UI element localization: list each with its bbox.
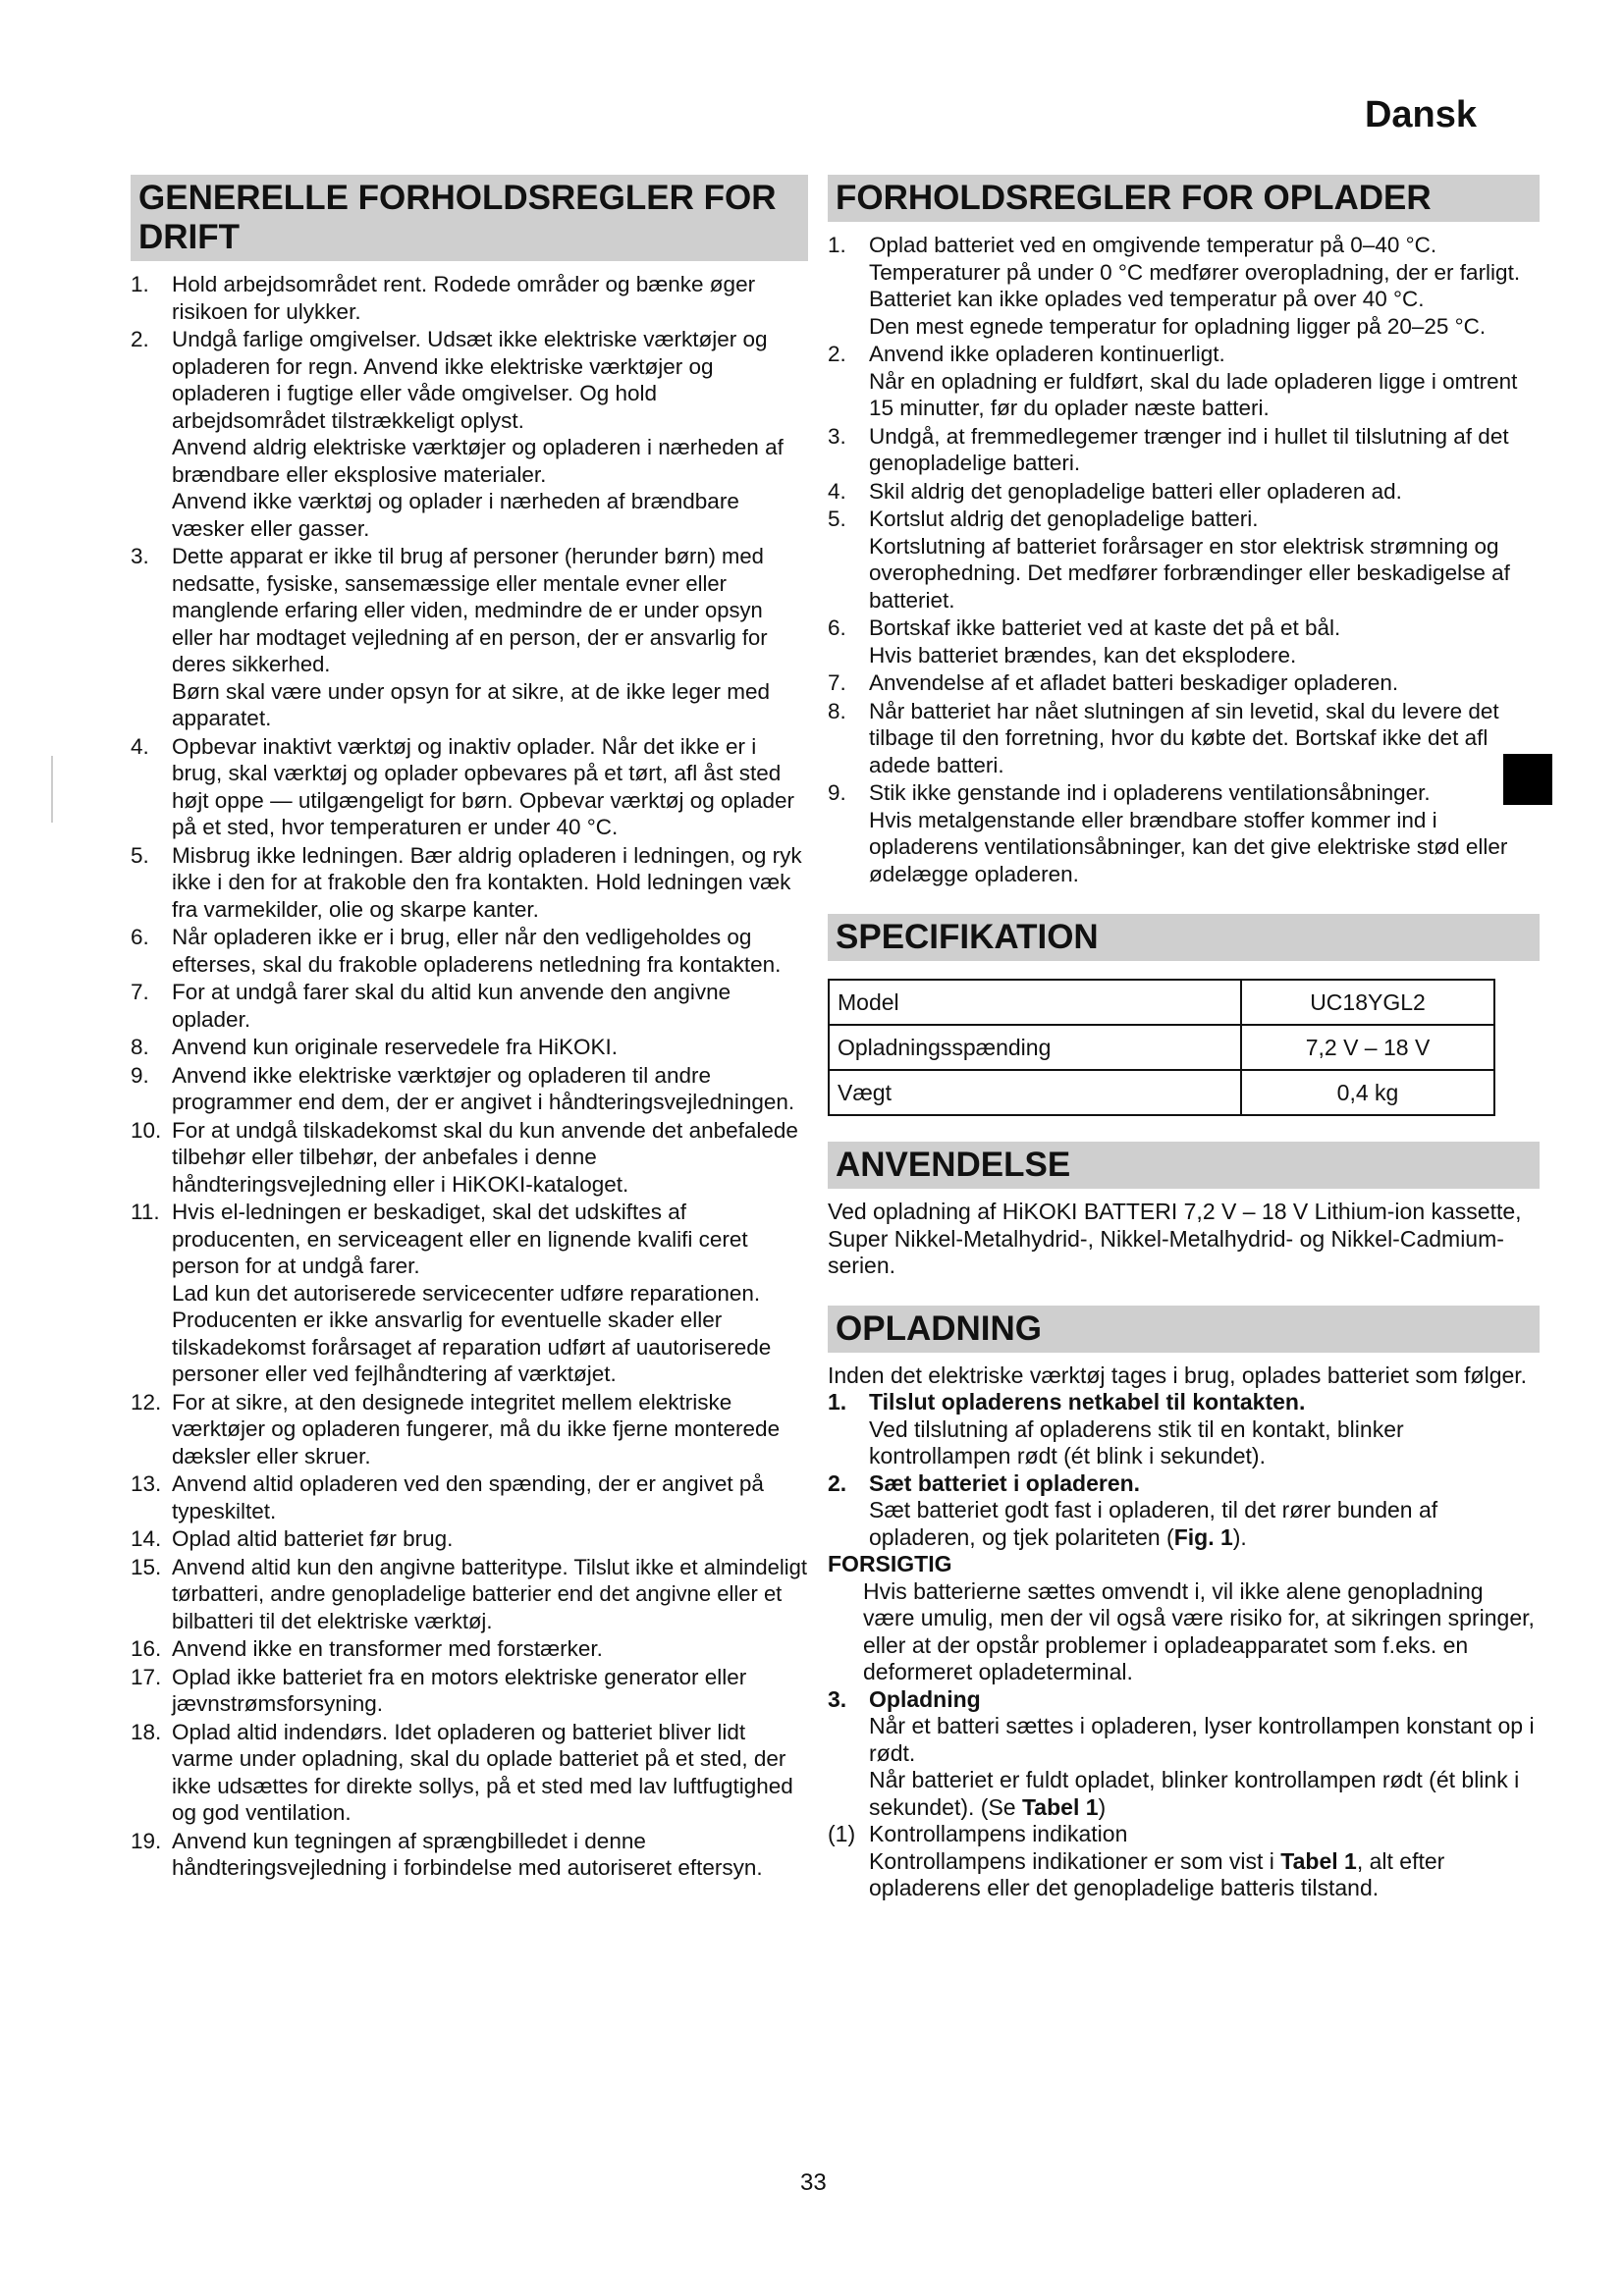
- step-text: [869, 1497, 1437, 1550]
- application-text: Ved opladning af HiKOKI BATTERI 7,2 V – 18 V Lithium-ion kassette, Super Nikkel-Metalhydrid-, Nikkel-Metalhydrid- og Nikkel-Cadmium-serien.: [828, 1199, 1522, 1278]
- item-text: Hvis el-ledningen er beskadiget, skal det udskiftes af producenten, en serviceagent eller en lignende kvalifi ceret person for at undgå farer.: [172, 1200, 748, 1278]
- step-number: 2.: [828, 1469, 847, 1496]
- item-extra-text: Kortslutning af batteriet forårsager en stor elektrisk strømning og overophedning. Det medfører forbrændinger eller beskadigelse af batteriet.: [869, 533, 1510, 613]
- list-item: [828, 614, 1540, 668]
- charging-steps-cont: [828, 1686, 1540, 1902]
- item-text: Anvend kun originale reservedele fra HiKOKI.: [172, 1035, 618, 1059]
- spec-value: 0,4 kg: [1241, 1070, 1494, 1115]
- item-text: Undgå, at fremmedlegemer trænger ind i hullet til tilslutning af det genopladelige batteri.: [869, 423, 1509, 475]
- item-text: Hold arbejdsområdet rent. Rodede områder og bænke øger risikoen for ulykker.: [172, 272, 756, 324]
- right-column: [828, 175, 1540, 1902]
- item-text: Anvend ikke elektriske værktøjer og opladeren til andre programmer end dem, der er angivet i håndteringsvejledningen.: [172, 1062, 795, 1114]
- list-item: [828, 423, 1540, 477]
- item-text: Bortskaf ikke batteriet ved at kaste det på et bål.: [869, 615, 1341, 640]
- list-item: [131, 979, 808, 1033]
- substep-title: Kontrollampens indikation: [869, 1821, 1128, 1846]
- item-text: Stik ikke genstande ind i opladerens ventilationsåbninger.: [869, 780, 1431, 805]
- item-number: 15.: [131, 1554, 162, 1579]
- charger-precautions-list: [828, 232, 1540, 887]
- step-title: Sæt batteriet i opladeren.: [869, 1469, 1141, 1496]
- list-item: [828, 669, 1540, 697]
- item-number: 16.: [131, 1636, 162, 1661]
- item-number: 5.: [828, 507, 846, 531]
- list-item: [131, 1635, 808, 1663]
- spec-label: Opladningsspænding: [829, 1025, 1241, 1070]
- table-reference: Tabel 1: [1021, 1793, 1099, 1820]
- item-text: Anvend ikke opladeren kontinuerligt.: [869, 342, 1225, 366]
- item-number: 18.: [131, 1719, 162, 1744]
- item-number: 9.: [131, 1062, 149, 1088]
- step-text-part: ).: [1232, 1523, 1247, 1550]
- application-heading: ANVENDELSE: [828, 1142, 1540, 1189]
- list-item: [131, 1389, 808, 1470]
- list-item: [131, 1117, 808, 1199]
- specification-table: [828, 979, 1495, 1116]
- item-text: For at sikre, at den designede integritet mellem elektriske værktøjer og opladeren fungerer, må du ikke fjerne monterede dæksler eller skruer.: [172, 1389, 781, 1468]
- item-text: Dette apparat er ikke til brug af personer (herunder børn) med nedsatte, fysiske, sansemæssige eller mentale evner eller manglende erfaring eller viden, medmindre de er under opsyn eller har modtaget vejledning af en person, der er ansvarlig for deres sikkerhed.: [172, 544, 768, 676]
- spec-value: 7,2 V – 18 V: [1241, 1025, 1494, 1070]
- substep-number: (1): [828, 1821, 856, 1846]
- item-text: Oplad altid batteriet før brug.: [172, 1526, 454, 1551]
- left-column: [131, 175, 808, 1883]
- list-item: [131, 924, 808, 978]
- item-text: Oplad altid indendørs. Idet opladeren og batteriet bliver lidt varme under opladning, skal du oplade batteriet på et sted, der ikke udsættes for direkte sollys, på et sted med lav luftfugtighed og god ventilation.: [172, 1719, 793, 1825]
- list-item: [131, 1719, 808, 1827]
- list-item: [131, 1062, 808, 1116]
- list-item: [828, 698, 1540, 779]
- item-number: 14.: [131, 1526, 162, 1551]
- item-number: 2.: [131, 327, 149, 351]
- step-text-part: Kontrollampens indikationer er som vist i: [869, 1847, 1281, 1874]
- figure-reference: Fig. 1: [1173, 1523, 1233, 1550]
- list-item: [131, 1554, 808, 1635]
- item-number: 6.: [828, 615, 846, 640]
- item-text: Når batteriet har nået slutningen af sin levetid, skal du levere det tilbage til den forretning, hvor du købte det. Bortskaf ikke det afl adede batteri.: [869, 698, 1499, 777]
- step-text-part: ): [1098, 1793, 1107, 1820]
- item-text: Misbrug ikke ledningen. Bær aldrig opladeren i ledningen, og ryk ikke i den for at frakoble den fra kontakten. Hold ledningen væk fra varmekilder, olie og skarpe kanter.: [172, 842, 802, 922]
- item-number: 6.: [131, 925, 149, 949]
- list-item: [828, 232, 1540, 340]
- item-text: Oplad batteriet ved en omgivende temperatur på 0–40 °C. Temperaturer på under 0 °C medfører overopladning, der er farligt. Batteriet kan ikke oplades ved temperatur på over 40 °C.: [869, 233, 1521, 311]
- table-row: [829, 1025, 1494, 1070]
- step-number: 1.: [828, 1389, 847, 1415]
- item-text: Opbevar inaktivt værktøj og inaktiv oplader. Når det ikke er i brug, skal værktøj og oplader opbevares på et tørt, afl åst sted højt oppe — utilgængeligt for børn. Opbevar værktøj og oplader på et sted, hvor temperaturen er under 40 °C.: [172, 733, 795, 839]
- item-text: Når opladeren ikke er i brug, eller når den vedligeholdes og efterses, skal du frakoble opladerens netledning fra kontakten.: [172, 925, 782, 977]
- item-text: Anvend ikke en transformer med forstærker.: [172, 1636, 603, 1661]
- charging-steps: [828, 1389, 1540, 1551]
- item-text: Oplad ikke batteriet fra en motors elektriske generator eller jævnstrømsforsyning.: [172, 1664, 747, 1716]
- charging-intro: Inden det elektriske værktøj tages i brug, oplades batteriet som følger.: [828, 1362, 1528, 1388]
- item-number: 3.: [131, 544, 149, 568]
- item-text: Anvend altid kun den angivne batteritype. Tilslut ikke et almindeligt tørbatteri, andre genopladelige batterier end det angivne eller et bilbatteri til det elektriske værktøj.: [172, 1554, 807, 1633]
- general-precautions-list: [131, 271, 808, 1882]
- language-label: Dansk: [1364, 94, 1477, 135]
- item-extra-text: Børn skal være under opsyn for at sikre, at de ikke leger med apparatet.: [172, 678, 771, 730]
- item-text: Skil aldrig det genopladelige batteri eller opladeren ad.: [869, 478, 1402, 504]
- charging-heading: OPLADNING: [828, 1306, 1540, 1353]
- item-text: Anvend altid opladeren ved den spænding, der er angivet på typeskiltet.: [172, 1471, 764, 1523]
- item-number: 4.: [828, 478, 846, 504]
- caution-text: Hvis batterierne sættes omvendt i, vil ikke alene genopladning være umulig, men der vil også være risiko for, at sikringen springer, eller at der opstår problemer i opladeapparatet som f.eks. en deformeret opladeterminal.: [863, 1577, 1535, 1684]
- item-extra-text: Den mest egnede temperatur for opladning ligger på 20–25 °C.: [869, 313, 1487, 339]
- list-item: [828, 478, 1540, 506]
- step-text: Ved tilslutning af opladerens stik til en kontakt, blinker kontrollampen rødt (ét blink i sekundet).: [869, 1415, 1404, 1468]
- table-reference: Tabel 1: [1280, 1847, 1357, 1874]
- spec-label: Model: [829, 980, 1241, 1025]
- list-item: [828, 506, 1540, 614]
- list-item: [131, 1034, 808, 1061]
- item-number: 8.: [828, 698, 846, 723]
- specification-heading: SPECIFIKATION: [828, 914, 1540, 961]
- item-extra-text: Lad kun det autoriserede servicecenter udføre reparationen. Producenten er ikke ansvarlig for eventuelle skader eller tilskadekomst forårsaget af reparation udført af uautoriserede personer eller ved fejlhåndtering af værktøjet.: [172, 1280, 772, 1386]
- item-text: For at undgå farer skal du altid kun anvende den angivne oplader.: [172, 980, 731, 1032]
- item-number: 2.: [828, 342, 846, 366]
- item-number: 11.: [131, 1200, 160, 1224]
- item-number: 4.: [131, 733, 149, 759]
- item-number: 7.: [828, 670, 846, 695]
- list-item: [131, 1470, 808, 1524]
- table-row: [829, 980, 1494, 1025]
- margin-mark: [51, 756, 53, 823]
- substep-text: [869, 1848, 1540, 1902]
- step-number: 3.: [828, 1685, 847, 1712]
- item-number: 17.: [131, 1664, 162, 1689]
- item-number: 10.: [131, 1117, 162, 1143]
- charger-precautions-heading: FORHOLDSREGLER FOR OPLADER: [828, 175, 1540, 222]
- step-title: Opladning: [869, 1685, 981, 1712]
- step-text-part: Når batteriet er fuldt opladet, blinker kontrollampen rødt (ét blink i sekundet). (Se: [869, 1767, 1520, 1820]
- item-number: 1.: [828, 233, 846, 257]
- spec-value: UC18YGL2: [1241, 980, 1494, 1025]
- item-extra-text: Hvis metalgenstande eller brændbare stoffer kommer ind i opladerens ventilationsåbninger, kan det give elektriske stød eller ødelægge opladeren.: [869, 807, 1508, 886]
- list-item: [131, 1525, 808, 1553]
- step-title: Tilslut opladerens netkabel til kontakten.: [869, 1389, 1306, 1415]
- item-number: 12.: [131, 1389, 162, 1415]
- item-extra-text: Anvend ikke værktøj og oplader i nærheden af brændbare væsker eller gasser.: [172, 489, 739, 541]
- charging-substep: [828, 1821, 1540, 1902]
- item-text: Anvendelse af et afladet batteri beskadiger opladeren.: [869, 670, 1399, 695]
- item-number: 13.: [131, 1471, 162, 1496]
- list-item: [828, 779, 1540, 887]
- item-number: 3.: [828, 423, 846, 449]
- item-text: Kortslut aldrig det genopladelige batteri.: [869, 507, 1259, 531]
- list-item: [131, 733, 808, 841]
- item-number: 9.: [828, 780, 846, 805]
- list-item: [131, 1828, 808, 1882]
- charging-step: [828, 1389, 1540, 1470]
- charging-step: [828, 1470, 1540, 1552]
- item-text: For at undgå tilskadekomst skal du kun anvende det anbefalede tilbehør eller tilbehør, der anbefales i denne håndteringsvejledning eller i HiKOKI-kataloget.: [172, 1117, 798, 1197]
- list-item: [131, 326, 808, 542]
- caution-title: FORSIGTIG: [828, 1551, 952, 1576]
- step-text: [869, 1767, 1540, 1821]
- list-item: [131, 543, 808, 732]
- item-number: 1.: [131, 272, 149, 296]
- item-extra-text: Anvend aldrig elektriske værktøjer og opladeren i nærheden af brændbare eller eksplosive materialer.: [172, 435, 784, 487]
- charging-step: [828, 1686, 1540, 1822]
- item-text: Anvend kun tegningen af sprængbilledet i denne håndteringsvejledning i forbindelse med autoriseret eftersyn.: [172, 1828, 763, 1880]
- item-number: 8.: [131, 1035, 149, 1059]
- page-number: 33: [800, 2169, 827, 2196]
- step-text-part: Sæt batteriet godt fast i opladeren, til det rører bunden af opladeren, og tjek polariteten (: [869, 1497, 1438, 1550]
- item-extra-text: Når en opladning er fuldført, skal du lade opladeren ligge i omtrent 15 minutter, før du oplader næste batteri.: [869, 368, 1518, 420]
- general-precautions-heading: GENERELLE FORHOLDSREGLER FOR DRIFT: [131, 175, 808, 261]
- item-extra-text: Hvis batteriet brændes, kan det eksplodere.: [869, 642, 1297, 667]
- list-item: [131, 842, 808, 924]
- list-item: [828, 341, 1540, 422]
- table-row: [829, 1070, 1494, 1115]
- list-item: [131, 1664, 808, 1718]
- step-text-part: , alt efter opladerens eller det genopladelige batteris tilstand.: [869, 1847, 1445, 1900]
- step-text: Når et batteri sættes i opladeren, lyser kontrollampen konstant op i rødt.: [869, 1713, 1535, 1766]
- item-number: 19.: [131, 1828, 162, 1853]
- item-text: Undgå farlige omgivelser. Udsæt ikke elektriske værktøjer og opladeren for regn. Anvend ikke elektriske værktøjer og opladeren i fugtige eller våde omgivelser. Og hold arbejdsområdet tilstrækkeligt oplyst.: [172, 327, 768, 433]
- item-number: 7.: [131, 980, 149, 1004]
- list-item: [131, 1199, 808, 1388]
- spec-label: Vægt: [829, 1070, 1241, 1115]
- item-number: 5.: [131, 842, 149, 868]
- list-item: [131, 271, 808, 325]
